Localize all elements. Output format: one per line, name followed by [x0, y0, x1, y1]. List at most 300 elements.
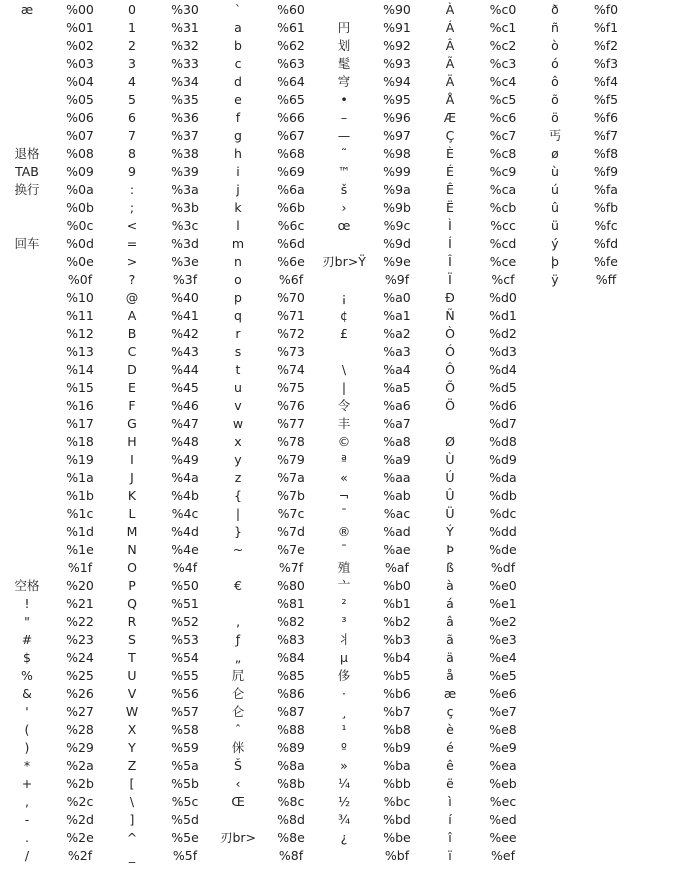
code-cell: %28 — [66, 722, 94, 737]
code-cell: %03 — [66, 56, 94, 71]
character-cell: ó — [551, 56, 559, 71]
table-row — [0, 487, 632, 505]
character-cell: é — [446, 740, 454, 755]
code-cell: %a6 — [383, 398, 411, 413]
character-cell — [0, 559, 54, 577]
code-cell — [580, 379, 632, 397]
code-cell: %1b — [66, 488, 94, 503]
code-cell: %4d — [171, 524, 199, 539]
character-cell: ù — [551, 164, 559, 179]
code-cell: %87 — [277, 704, 305, 719]
character-cell — [530, 721, 580, 739]
character-cell: 5 — [128, 92, 136, 107]
character-cell: E — [128, 380, 136, 395]
character-cell: 1 — [128, 20, 136, 35]
character-cell — [0, 253, 54, 271]
character-cell: ½ — [337, 794, 351, 809]
character-cell: T — [128, 650, 136, 665]
table-row — [0, 685, 632, 703]
character-cell: ª — [341, 452, 347, 467]
character-cell — [0, 415, 54, 433]
character-cell: õ — [551, 92, 559, 107]
code-cell — [580, 739, 632, 757]
code-cell: %a8 — [383, 434, 411, 449]
character-cell: © — [337, 434, 351, 449]
character-cell: È — [446, 146, 454, 161]
code-cell: %23 — [66, 632, 94, 647]
code-cell: %5b — [171, 776, 199, 791]
character-cell: å — [446, 668, 454, 683]
character-cell: É — [446, 164, 454, 179]
character-cell: \ — [129, 794, 135, 809]
code-cell: %d6 — [489, 398, 517, 413]
code-cell: %a1 — [383, 308, 411, 323]
code-cell: %48 — [171, 434, 199, 449]
character-cell: l — [236, 218, 240, 233]
code-cell: %2c — [66, 794, 94, 809]
code-cell: %02 — [66, 38, 94, 53]
code-cell: %14 — [66, 362, 94, 377]
character-cell — [530, 451, 580, 469]
code-cell: %e8 — [489, 722, 517, 737]
code-cell: %32 — [171, 38, 199, 53]
code-cell: %82 — [277, 614, 305, 629]
character-cell: b — [234, 38, 242, 53]
character-cell — [530, 397, 580, 415]
character-cell: ¼ — [337, 776, 351, 791]
character-cell: î — [448, 830, 452, 845]
code-cell: %7d — [277, 524, 305, 539]
code-cell: %ea — [489, 758, 517, 773]
table-row — [0, 163, 632, 181]
code-cell: %b4 — [383, 650, 411, 665]
character-cell: 丰 — [337, 416, 351, 431]
code-cell: %4b — [171, 488, 199, 503]
character-cell: ã — [446, 632, 454, 647]
table-row — [0, 361, 632, 379]
code-cell: %e2 — [489, 614, 517, 629]
table-row — [0, 109, 632, 127]
code-cell: %1d — [66, 524, 94, 539]
character-cell: x — [234, 434, 242, 449]
character-cell: s — [234, 344, 242, 359]
code-cell: %38 — [171, 146, 199, 161]
table-row — [0, 811, 632, 829]
character-cell: è — [446, 722, 454, 737]
code-cell: %06 — [66, 110, 94, 125]
character-cell: ý — [551, 236, 559, 251]
character-cell: Ù — [445, 452, 455, 467]
character-cell — [0, 541, 54, 559]
code-cell: %56 — [171, 686, 199, 701]
code-cell: %09 — [66, 164, 94, 179]
character-cell: ä — [446, 650, 454, 665]
character-cell: ~ — [232, 542, 244, 557]
table-row — [0, 397, 632, 415]
code-cell: %6e — [277, 254, 305, 269]
code-cell: %2b — [66, 776, 94, 791]
code-cell: %e6 — [489, 686, 517, 701]
code-cell: %7f — [278, 560, 304, 575]
code-cell: %0b — [66, 200, 94, 215]
character-cell: h — [234, 146, 242, 161]
character-cell: + — [21, 776, 33, 791]
character-cell — [212, 811, 264, 829]
code-cell: %be — [383, 830, 411, 845]
code-cell — [580, 775, 632, 793]
code-cell: %bc — [383, 794, 411, 809]
character-cell — [530, 667, 580, 685]
code-cell: %19 — [66, 452, 94, 467]
code-cell: %21 — [66, 596, 94, 611]
character-cell: c — [234, 56, 242, 71]
character-cell — [530, 307, 580, 325]
character-cell — [530, 577, 580, 595]
character-cell: V — [127, 686, 137, 701]
code-cell: %58 — [171, 722, 199, 737]
table-row — [0, 1, 632, 19]
character-cell: Î — [448, 254, 452, 269]
character-cell: ð — [551, 2, 559, 17]
code-cell: %30 — [171, 2, 199, 17]
character-cell: Ð — [445, 290, 455, 305]
character-cell: M — [126, 524, 138, 539]
character-cell: W — [125, 704, 139, 719]
character-cell: K — [127, 488, 137, 503]
code-cell: %9b — [383, 200, 411, 215]
code-cell: %6b — [277, 200, 305, 215]
code-cell: %8e — [277, 830, 305, 845]
code-cell: %35 — [171, 92, 199, 107]
character-cell: 空格 — [14, 578, 40, 593]
table-row — [0, 739, 632, 757]
table-row — [0, 415, 632, 433]
character-cell: v — [234, 398, 242, 413]
code-cell: %93 — [383, 56, 411, 71]
code-cell: %f2 — [593, 38, 619, 53]
character-cell — [0, 127, 54, 145]
character-cell: µ — [340, 650, 348, 665]
code-cell: %3b — [171, 200, 199, 215]
code-cell: %6c — [277, 218, 305, 233]
character-cell — [530, 649, 580, 667]
character-cell: d — [234, 74, 242, 89]
code-cell: %64 — [277, 74, 305, 89]
character-cell: û — [551, 200, 559, 215]
code-cell: %6a — [277, 182, 305, 197]
character-cell: þ — [551, 254, 559, 269]
table-row — [0, 613, 632, 631]
code-cell — [580, 487, 632, 505]
character-cell: U — [127, 668, 137, 683]
code-cell: %b8 — [383, 722, 411, 737]
code-cell: %68 — [277, 146, 305, 161]
code-cell: %9a — [383, 182, 411, 197]
character-cell: ¿ — [340, 830, 348, 845]
character-cell: e — [234, 92, 242, 107]
character-cell: Ç — [445, 128, 455, 143]
character-cell: 2 — [128, 38, 136, 53]
character-cell: Ä — [445, 74, 455, 89]
code-cell: %b0 — [383, 578, 411, 593]
table-row — [0, 37, 632, 55]
code-cell: %36 — [171, 110, 199, 125]
code-cell: %50 — [171, 578, 199, 593]
character-cell — [530, 739, 580, 757]
code-cell: %a7 — [383, 416, 411, 431]
code-cell: %f6 — [593, 110, 619, 125]
code-cell: %0f — [67, 272, 93, 287]
code-cell: %88 — [277, 722, 305, 737]
character-cell: G — [127, 416, 137, 431]
character-cell — [0, 55, 54, 73]
code-cell: %cf — [491, 272, 515, 287]
character-cell: = — [126, 236, 138, 251]
character-cell: \ — [341, 362, 347, 377]
character-cell: z — [234, 470, 242, 485]
character-cell: Y — [128, 740, 136, 755]
character-cell: ¬ — [338, 488, 350, 503]
character-cell — [530, 541, 580, 559]
table-row — [0, 199, 632, 217]
table-row — [0, 271, 632, 289]
character-cell: ô — [551, 74, 559, 89]
character-cell: Š — [234, 758, 242, 773]
character-cell: 0 — [128, 2, 136, 17]
character-cell: p — [234, 290, 242, 305]
character-cell: | — [341, 380, 347, 395]
character-cell: Ö — [445, 398, 455, 413]
code-cell: %41 — [171, 308, 199, 323]
character-cell — [530, 559, 580, 577]
code-cell: %5e — [171, 830, 199, 845]
character-cell: ß — [446, 560, 454, 575]
character-cell: • — [340, 92, 348, 107]
character-cell: Ø — [445, 434, 455, 449]
character-cell: ƒ — [235, 632, 241, 647]
character-cell — [0, 289, 54, 307]
code-cell — [580, 451, 632, 469]
code-cell: %ef — [491, 848, 515, 863]
character-cell: J — [130, 470, 134, 485]
character-cell — [530, 469, 580, 487]
character-cell: : — [129, 182, 135, 197]
code-cell: %c8 — [489, 146, 517, 161]
code-cell — [580, 343, 632, 361]
character-cell: ò — [551, 38, 559, 53]
character-cell — [212, 595, 264, 613]
code-cell: %d1 — [489, 308, 517, 323]
code-cell — [580, 559, 632, 577]
code-cell: %c5 — [489, 92, 517, 107]
character-cell: 令 — [337, 398, 351, 413]
code-cell: %bb — [383, 776, 411, 791]
character-cell: ? — [128, 272, 136, 287]
character-cell — [0, 109, 54, 127]
code-cell: %e4 — [489, 650, 517, 665]
character-cell: « — [340, 470, 348, 485]
code-cell: %10 — [66, 290, 94, 305]
code-cell: %74 — [277, 362, 305, 377]
table-row — [0, 505, 632, 523]
code-cell: %22 — [66, 614, 94, 629]
character-cell: ] — [129, 812, 135, 827]
character-cell: m — [231, 236, 245, 251]
code-cell: %df — [490, 560, 516, 575]
table-row — [0, 595, 632, 613]
code-cell: %05 — [66, 92, 94, 107]
code-cell: %db — [489, 488, 517, 503]
character-cell: r — [235, 326, 241, 341]
code-cell: %91 — [383, 20, 411, 35]
character-cell: 6 — [128, 110, 136, 125]
code-cell: %61 — [277, 20, 305, 35]
table-row — [0, 73, 632, 91]
character-cell: ‚ — [236, 614, 240, 629]
url-encoding-table — [0, 1, 632, 865]
code-cell: %f3 — [593, 56, 619, 71]
character-cell: 丐 — [548, 128, 562, 143]
character-cell: — — [337, 128, 351, 143]
code-cell: %e1 — [489, 596, 517, 611]
character-cell: k — [234, 200, 242, 215]
character-cell: D — [127, 362, 137, 377]
table-row — [0, 55, 632, 73]
code-cell: %4e — [171, 542, 199, 557]
character-cell: ! — [24, 596, 30, 611]
table-row — [0, 577, 632, 595]
character-cell — [530, 379, 580, 397]
character-cell: Â — [445, 38, 455, 53]
character-cell: Ó — [445, 344, 455, 359]
character-cell: t — [235, 362, 241, 377]
code-cell: %b2 — [383, 614, 411, 629]
character-cell: A — [127, 308, 137, 323]
character-cell: € — [234, 578, 242, 593]
code-cell: %4a — [171, 470, 199, 485]
character-cell: Æ — [443, 110, 457, 125]
character-cell — [0, 19, 54, 37]
code-cell: %8b — [277, 776, 305, 791]
code-cell — [580, 667, 632, 685]
code-cell: %17 — [66, 416, 94, 431]
code-cell: %a3 — [383, 344, 411, 359]
code-cell — [580, 703, 632, 721]
code-cell: %ab — [383, 488, 411, 503]
character-cell — [0, 217, 54, 235]
character-cell — [530, 703, 580, 721]
code-cell — [580, 721, 632, 739]
character-cell: ^ — [126, 830, 138, 845]
character-cell — [0, 307, 54, 325]
table-row — [0, 289, 632, 307]
code-cell: %73 — [277, 344, 305, 359]
code-cell: %ac — [383, 506, 411, 521]
code-cell: %a0 — [383, 290, 411, 305]
character-cell: á — [446, 596, 454, 611]
code-cell: %52 — [171, 614, 199, 629]
character-cell — [0, 523, 54, 541]
table-row — [0, 469, 632, 487]
character-cell: TAB — [15, 164, 39, 179]
code-cell: %e9 — [489, 740, 517, 755]
character-cell: ² — [341, 596, 347, 611]
code-cell: %d9 — [489, 452, 517, 467]
code-cell: %7e — [277, 542, 305, 557]
character-cell — [530, 775, 580, 793]
character-cell: ¯ — [340, 542, 348, 557]
code-cell: %1f — [67, 560, 93, 575]
code-cell: %9d — [383, 236, 411, 251]
character-cell: · — [342, 686, 346, 701]
code-cell: %9c — [383, 218, 411, 233]
code-cell: %04 — [66, 74, 94, 89]
character-cell: C — [127, 344, 137, 359]
code-cell: %fe — [594, 254, 618, 269]
character-cell: B — [127, 326, 137, 341]
character-cell — [212, 559, 264, 577]
code-cell: %1c — [66, 506, 94, 521]
table-row — [0, 235, 632, 253]
code-cell: %4f — [172, 560, 198, 575]
code-cell: %6d — [277, 236, 305, 251]
character-cell: S — [128, 632, 136, 647]
character-cell: Q — [127, 596, 137, 611]
character-cell — [0, 433, 54, 451]
table-row — [0, 181, 632, 199]
character-cell: N — [127, 542, 137, 557]
character-cell: Ï — [448, 272, 452, 287]
character-cell: " — [24, 614, 30, 629]
code-cell: %4c — [171, 506, 199, 521]
character-cell — [530, 829, 580, 847]
character-cell: Ý — [446, 524, 454, 539]
code-cell: %bd — [383, 812, 411, 827]
code-cell: %f0 — [593, 2, 619, 17]
character-cell: 仑 — [231, 686, 245, 701]
character-cell — [530, 325, 580, 343]
code-cell: %57 — [171, 704, 199, 719]
code-cell: %97 — [383, 128, 411, 143]
character-cell — [0, 469, 54, 487]
character-cell: y — [234, 452, 242, 467]
character-cell — [0, 73, 54, 91]
code-cell: %85 — [277, 668, 305, 683]
character-cell: I — [130, 452, 134, 467]
table-row — [0, 631, 632, 649]
code-cell: %54 — [171, 650, 199, 665]
character-cell — [318, 1, 370, 19]
code-cell: %9f — [384, 272, 410, 287]
character-cell: R — [127, 614, 137, 629]
code-cell: %7b — [277, 488, 305, 503]
code-cell: %eb — [489, 776, 517, 791]
character-cell: ú — [551, 182, 559, 197]
code-cell: %66 — [277, 110, 305, 125]
character-cell: * — [23, 758, 31, 773]
character-cell: q — [234, 308, 242, 323]
character-cell: ; — [129, 200, 135, 215]
code-cell: %b5 — [383, 668, 411, 683]
code-cell: %42 — [171, 326, 199, 341]
character-cell: ï — [448, 848, 452, 863]
code-cell: %3c — [171, 218, 199, 233]
code-cell: %71 — [277, 308, 305, 323]
character-cell: - — [24, 812, 30, 827]
character-cell: g — [234, 128, 242, 143]
character-cell — [0, 343, 54, 361]
character-cell: , — [25, 794, 29, 809]
